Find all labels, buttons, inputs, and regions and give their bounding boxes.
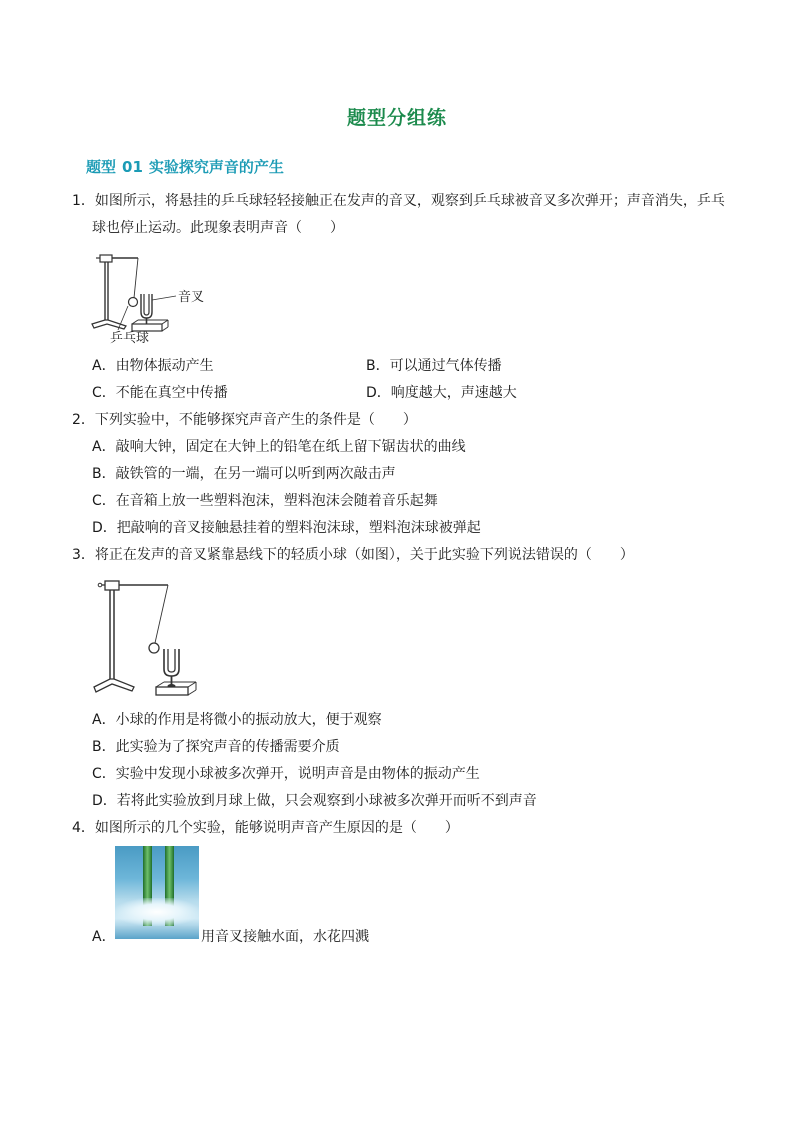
water-splash	[115, 898, 199, 926]
q2-option-b[interactable]: B．敲铁管的一端，在另一端可以听到两次敲击声	[92, 466, 396, 482]
section-number: 01	[122, 158, 143, 176]
section-heading	[86, 156, 284, 177]
page-title: 题型分组练	[346, 107, 447, 129]
figure-pingpong-tuning-fork	[88, 250, 218, 345]
tuning-fork-water-photo	[115, 846, 199, 939]
q1-option-c[interactable]: C．不能在真空中传播	[92, 385, 228, 401]
question-2-stem: 2．下列实验中，不能够探究声音产生的条件是（ ）	[72, 412, 417, 428]
section-label: 题型	[86, 158, 117, 176]
q3-option-b[interactable]: B．此实验为了探究声音的传播需要介质	[92, 739, 340, 755]
question-1	[72, 188, 732, 242]
label-tuning-fork: 音叉	[178, 290, 205, 305]
question-4-stem: 4．如图所示的几个实验，能够说明声音产生原因的是（ ）	[72, 820, 459, 836]
label-pingpong-ball: 乒乓球	[110, 331, 150, 345]
q4-option-a-prefix[interactable]: A．	[92, 929, 116, 945]
q3-option-a[interactable]: A．小球的作用是将微小的振动放大，便于观察	[92, 712, 382, 728]
question-1-line-1: 1．如图所示，将悬挂的乒乓球轻轻接触正在发声的音叉，观察到乒乓球被音叉多次弹开；声音消失，乒乓	[72, 193, 725, 209]
question-1-line-2: 球也停止运动。此现象表明声音（ ）	[92, 220, 344, 236]
q3-option-c[interactable]: C．实验中发现小球被多次弹开，说明声音是由物体的振动产生	[92, 766, 480, 782]
q2-option-a[interactable]: A．敲响大钟，固定在大钟上的铅笔在纸上留下锯齿状的曲线	[92, 439, 466, 455]
question-3-stem: 3．将正在发声的音叉紧靠悬线下的轻质小球（如图），关于此实验下列说法错误的（ ）	[72, 547, 634, 563]
figure-ball-tuning-fork	[88, 575, 208, 700]
section-name: 实验探究声音的产生	[148, 158, 284, 176]
q4-option-a-text[interactable]: 用音叉接触水面，水花四溅	[201, 929, 369, 945]
q1-option-b[interactable]: B．可以通过气体传播	[366, 358, 502, 374]
q1-option-a[interactable]: A．由物体振动产生	[92, 358, 214, 374]
q1-option-d[interactable]: D．响度越大，声速越大	[366, 385, 517, 401]
q2-option-d[interactable]: D．把敲响的音叉接触悬挂着的塑料泡沫球，塑料泡沫球被弹起	[92, 520, 481, 536]
q2-option-c[interactable]: C．在音箱上放一些塑料泡沫，塑料泡沫会随着音乐起舞	[92, 493, 438, 509]
q3-option-d[interactable]: D．若将此实验放到月球上做，只会观察到小球被多次弹开而听不到声音	[92, 793, 537, 809]
